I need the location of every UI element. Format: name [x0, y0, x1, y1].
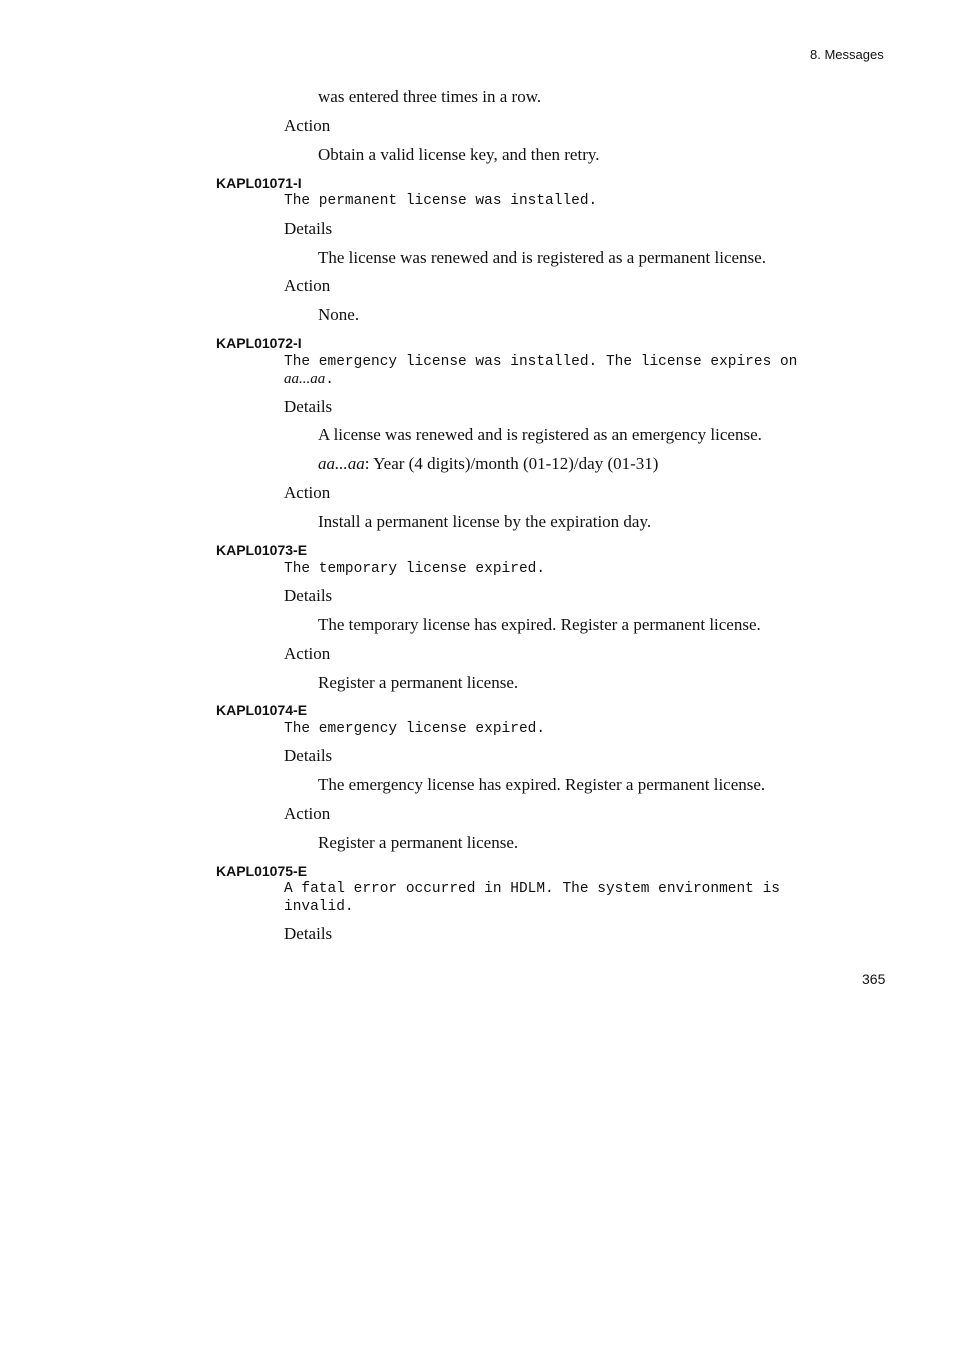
- continued-text: was entered three times in a row.: [318, 87, 542, 106]
- message-text: A fatal error occurred in HDLM. The system environment is: [284, 881, 780, 897]
- running-header: 8. Messages: [810, 47, 884, 62]
- details-text: A license was renewed and is registered as an emergency license.: [318, 425, 762, 444]
- message-text: The emergency license expired.: [284, 721, 546, 737]
- details-label: Details: [284, 397, 333, 416]
- details-text: The emergency license has expired. Register a permanent license.: [318, 775, 766, 794]
- page-number: 365: [862, 971, 886, 987]
- message-text: The emergency license was installed. The license expires on: [284, 354, 798, 370]
- details-text: The temporary license has expired. Register a permanent license.: [318, 615, 761, 634]
- action-text: Register a permanent license.: [318, 833, 519, 852]
- action-text: None.: [318, 305, 360, 324]
- message-id: KAPL01073-E: [216, 542, 308, 558]
- action-label: Action: [284, 804, 331, 823]
- variable-name: aa...aa: [318, 454, 365, 473]
- details-label: Details: [284, 586, 333, 605]
- message-text-variable-line: [284, 370, 334, 389]
- message-end: .: [325, 372, 334, 388]
- message-text: The temporary license expired.: [284, 561, 546, 577]
- message-id: KAPL01071-I: [216, 175, 302, 191]
- message-text: The permanent license was installed.: [284, 193, 598, 209]
- action-label: Action: [284, 116, 331, 135]
- message-id: KAPL01072-I: [216, 335, 302, 351]
- action-text: Obtain a valid license key, and then retry.: [318, 145, 600, 164]
- message-id: KAPL01074-E: [216, 702, 308, 718]
- details-text: The license was renewed and is registered as a permanent license.: [318, 248, 766, 267]
- action-text: Register a permanent license.: [318, 673, 519, 692]
- details-label: Details: [284, 746, 333, 765]
- message-id: KAPL01075-E: [216, 863, 308, 879]
- details-label: Details: [284, 219, 333, 238]
- action-label: Action: [284, 644, 331, 663]
- message-text-continued: invalid.: [284, 899, 354, 915]
- variable-description: [318, 454, 658, 474]
- action-label: Action: [284, 483, 331, 502]
- variable-definition: : Year (4 digits)/month (01-12)/day (01-31): [364, 454, 659, 473]
- action-label: Action: [284, 276, 331, 295]
- details-label: Details: [284, 924, 333, 943]
- action-text: Install a permanent license by the expiration day.: [318, 512, 652, 531]
- message-variable: aa...aa: [284, 371, 326, 387]
